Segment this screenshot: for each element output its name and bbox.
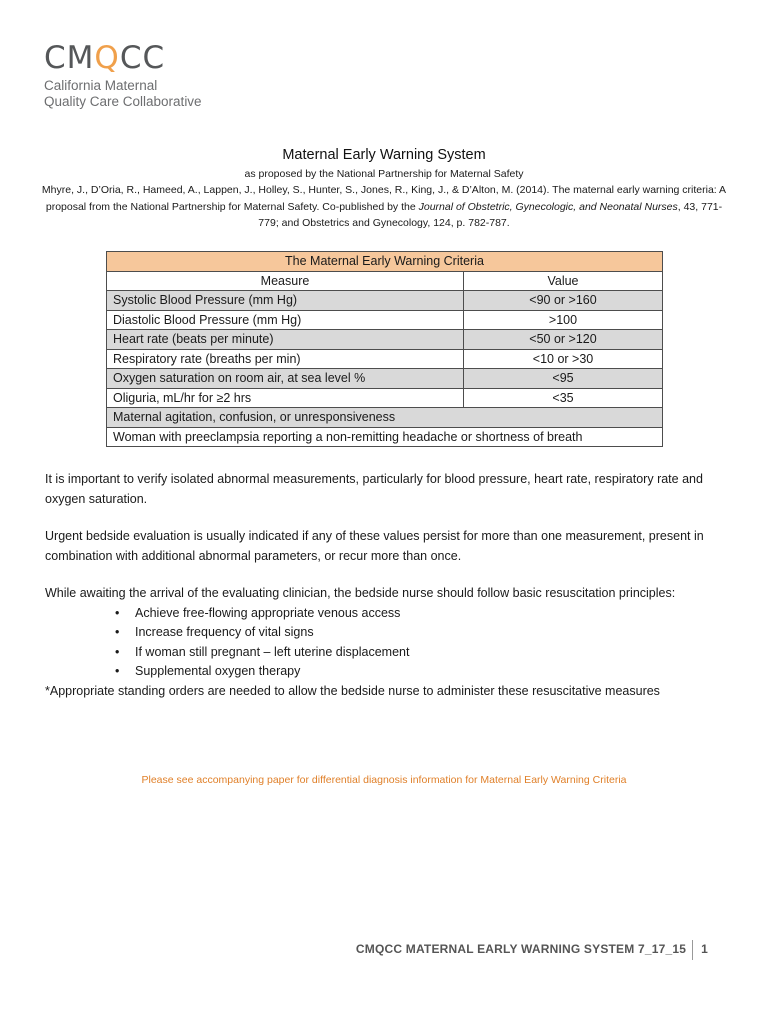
measure-cell: Systolic Blood Pressure (mm Hg) (107, 291, 464, 311)
cmqcc-logo (44, 38, 202, 110)
page-number: 1 (701, 942, 708, 957)
bullet-icon: • (115, 664, 120, 678)
table-header-row (107, 271, 663, 291)
measure-cell: Respiratory rate (breaths per min) (107, 349, 464, 369)
list-item: • Achieve free-flowing appropriate venous access (115, 604, 725, 624)
table-title-row (107, 252, 663, 272)
column-header-value: Value (464, 271, 663, 291)
paragraph-standing-orders: *Appropriate standing orders are needed to allow the bedside nurse to administer these resuscitative measures (45, 683, 660, 698)
citation: Mhyre, J., D’Oria, R., Hameed, A., Lappen, J., Holley, S., Hunter, S., Jones, R., King, J., & D’Alton, M. (2014). The maternal early warning criteria: A proposal from the National Partnership for Maternal Safety. Co-published by the Journal of Obstetric, Gynecologic, and Neonatal Nurses, 43, 771-779; and Obstetrics and Gynecology, 124, p. 782-787. (41, 184, 727, 229)
title-block (40, 146, 728, 232)
footer-label: CMQCC MATERNAL EARLY WARNING SYSTEM 7_17_15 (355, 942, 687, 957)
logo-line-1: California Maternal (44, 78, 158, 93)
paragraph-verify: It is important to verify isolated abnormal measurements, particularly for blood pressure, heart rate, respiratory rate and oxygen saturation. (45, 472, 703, 506)
measure-cell: Diastolic Blood Pressure (mm Hg) (107, 310, 464, 330)
table-row (107, 330, 663, 350)
table-row (107, 369, 663, 389)
logo-line-2: Quality Care Collaborative (44, 94, 202, 109)
value-cell: <35 (464, 388, 663, 408)
full-width-criterion: Woman with preeclampsia reporting a non-remitting headache or shortness of breath (107, 427, 663, 447)
bullet-icon: • (115, 644, 120, 659)
page-subtitle: as proposed by the National Partnership for Maternal Safety (244, 168, 524, 180)
value-cell: <90 or >160 (464, 291, 663, 311)
paragraph-urgent: Urgent bedside evaluation is usually indicated if any of these values persist for more than one measurement, present in combination with additional abnormal parameters, or recur more than once. (45, 529, 704, 563)
footer-divider (692, 940, 693, 960)
list-item: • If woman still pregnant – left uterine displacement (115, 643, 725, 663)
value-cell: >100 (464, 310, 663, 330)
value-cell: <95 (464, 369, 663, 389)
measure-cell: Heart rate (beats per minute) (107, 330, 464, 350)
list-item: • Supplemental oxygen therapy (115, 662, 725, 682)
table-row (107, 408, 663, 428)
page-footer (356, 940, 708, 960)
list-item: • Increase frequency of vital signs (115, 623, 725, 643)
table-row (107, 291, 663, 311)
column-header-measure: Measure (107, 271, 464, 291)
table-title: The Maternal Early Warning Criteria (107, 252, 663, 272)
paragraph-resuscitation: While awaiting the arrival of the evaluating clinician, the bedside nurse should follow basic resuscitation principles: (45, 586, 676, 600)
table-row (107, 427, 663, 447)
criteria-table (106, 251, 663, 447)
value-cell: <50 or >120 (464, 330, 663, 350)
page-title: Maternal Early Warning System (282, 147, 486, 163)
logo-wordmark: CMQCC (44, 40, 166, 76)
bullet-list (45, 604, 725, 682)
measure-cell: Oliguria, mL/hr for ≥2 hrs (107, 388, 464, 408)
full-width-criterion: Maternal agitation, confusion, or unresponsiveness (107, 408, 663, 428)
bullet-icon: • (115, 625, 120, 639)
table-row (107, 310, 663, 330)
table-row (107, 349, 663, 369)
bullet-icon: • (115, 605, 120, 620)
table-row (107, 388, 663, 408)
measure-cell: Oxygen saturation on room air, at sea level % (107, 369, 464, 389)
body-text (45, 470, 725, 701)
value-cell: <10 or >30 (464, 349, 663, 369)
differential-diagnosis-note: Please see accompanying paper for differential diagnosis information for Maternal Early Warning Criteria (141, 774, 627, 786)
